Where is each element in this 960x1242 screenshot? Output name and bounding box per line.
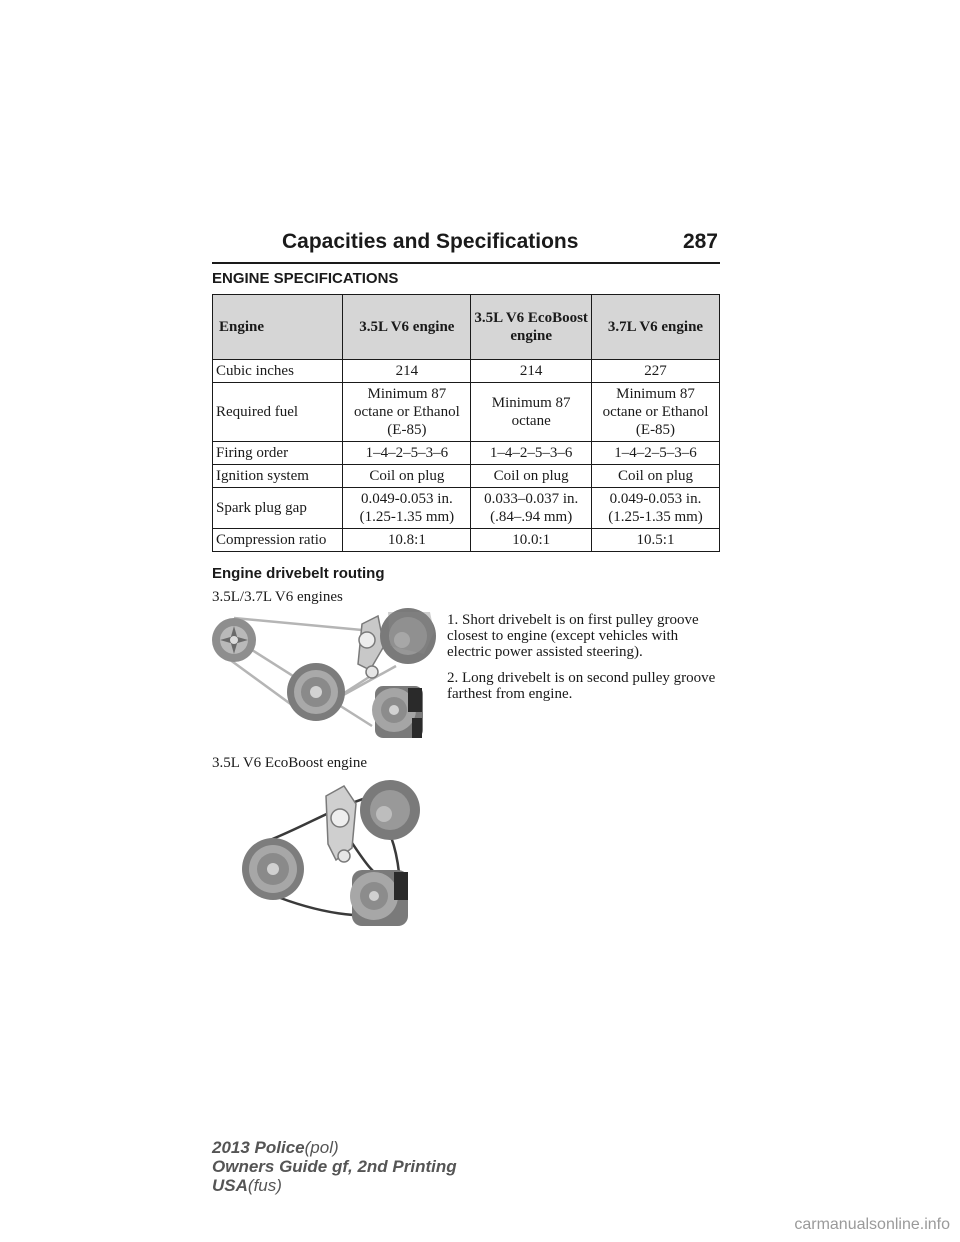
table-row xyxy=(213,442,720,465)
table-cell: 214 xyxy=(471,360,592,383)
drivebelt-title: Engine drivebelt routing xyxy=(212,565,385,582)
row-label: Ignition system xyxy=(213,465,343,488)
column-header: 3.5L V6 engine xyxy=(343,295,471,360)
footer-market: USA xyxy=(212,1176,248,1195)
footer-market-code: (fus) xyxy=(247,1176,282,1195)
page-title: Capacities and Specifications xyxy=(282,230,579,253)
table-cell: Minimum 87 octane or Ethanol (E-85) xyxy=(591,383,719,442)
section-title: ENGINE SPECIFICATIONS xyxy=(212,270,399,287)
engine-spec-table xyxy=(212,294,720,552)
footer-line-3 xyxy=(212,1176,457,1195)
drivebelt-notes xyxy=(447,612,722,712)
figure-caption-ecoboost: 3.5L V6 EcoBoost engine xyxy=(212,755,367,771)
table-cell: 10.0:1 xyxy=(471,529,592,552)
table-cell: Coil on plug xyxy=(471,465,592,488)
table-cell: 0.049-0.053 in. (1.25-1.35 mm) xyxy=(591,488,719,529)
footer-model-code: (pol) xyxy=(304,1138,339,1157)
page-footer xyxy=(212,1138,457,1195)
note-short-drivebelt: 1. Short drivebelt is on first pulley groove closest to engine (except vehicles with electric power assisted steering). xyxy=(447,612,699,660)
table-cell: 0.049-0.053 in. (1.25-1.35 mm) xyxy=(343,488,471,529)
watermark: carmanualsonline.info xyxy=(794,1216,950,1233)
footer-model: 2013 Police xyxy=(212,1138,305,1157)
table-cell: Coil on plug xyxy=(343,465,471,488)
table-header-row xyxy=(213,295,720,360)
note-long-drivebelt: 2. Long drivebelt is on second pulley groove farthest from engine. xyxy=(447,670,716,702)
footer-line-1 xyxy=(212,1138,457,1157)
row-label: Cubic inches xyxy=(213,360,343,383)
row-label: Firing order xyxy=(213,442,343,465)
page-header xyxy=(212,228,720,264)
column-header: Engine xyxy=(213,295,343,360)
table-row xyxy=(213,465,720,488)
row-label: Compression ratio xyxy=(213,529,343,552)
table-cell: 1–4–2–5–3–6 xyxy=(343,442,471,465)
table-cell: Coil on plug xyxy=(591,465,719,488)
drivebelt-diagram-ecoboost xyxy=(240,774,420,930)
table-row xyxy=(213,529,720,552)
page-number: 287 xyxy=(682,230,718,253)
table-cell: 1–4–2–5–3–6 xyxy=(591,442,719,465)
figure-caption-v6: 3.5L/3.7L V6 engines xyxy=(212,589,343,605)
table-cell: 1–4–2–5–3–6 xyxy=(471,442,592,465)
table-row xyxy=(213,488,720,529)
footer-line-2: Owners Guide gf, 2nd Printing xyxy=(212,1157,457,1176)
table-cell: 227 xyxy=(591,360,719,383)
table-cell: 10.8:1 xyxy=(343,529,471,552)
column-header: 3.7L V6 engine xyxy=(591,295,719,360)
column-header: 3.5L V6 EcoBoost engine xyxy=(471,295,592,360)
drivebelt-diagram-v6 xyxy=(212,606,440,742)
table-row xyxy=(213,360,720,383)
table-row xyxy=(213,383,720,442)
table-cell: Minimum 87 octane xyxy=(471,383,592,442)
table-cell: 0.033–0.037 in. (.84–.94 mm) xyxy=(471,488,592,529)
row-label: Spark plug gap xyxy=(213,488,343,529)
row-label: Required fuel xyxy=(213,383,343,442)
table-cell: 10.5:1 xyxy=(591,529,719,552)
table-cell: 214 xyxy=(343,360,471,383)
table-cell: Minimum 87 octane or Ethanol (E-85) xyxy=(343,383,471,442)
